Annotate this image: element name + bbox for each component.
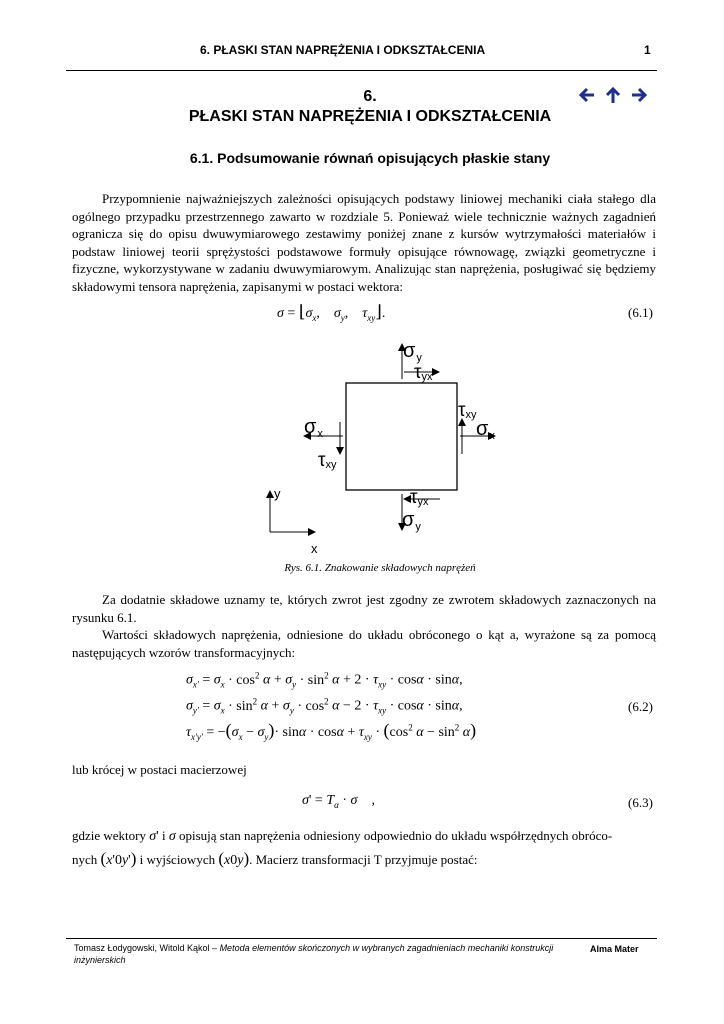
math-rotated-system: (x'0y') xyxy=(100,849,137,868)
paragraph-text: opisują stan naprężenia odniesiony odpowiednio do układu współrzędnych obróco- xyxy=(178,828,613,843)
sigma-x-right-label: $\sigma_x$ xyxy=(476,418,495,442)
paragraph-text: Za dodatnie składowe uznamy te, których zwrot jest zgodny ze zwrotem składowych zaznaczonych na rysunku 6.1. xyxy=(72,592,656,625)
paragraph-text: i xyxy=(161,828,166,843)
math-sigma-prime: σ' xyxy=(149,829,159,844)
matrix-form-paragraph xyxy=(72,761,656,779)
footer-authors: Tomasz Łodygowski, Witold Kąkol – xyxy=(74,943,220,953)
x-axis-label: x xyxy=(311,541,318,556)
equation-6-2-line-1: $\sigma_{x'} = \sigma_x \cdot \cos^2 \alpha + \sigma_y \cdot \sin^2 \alpha + 2 \cdot \tau_{xy} \cdot \cos\alpha \cdot \sin\alpha$, xyxy=(186,670,463,690)
paragraph-text: gdzie wektory xyxy=(72,828,147,843)
equation-6-3: $\sigma' = T_\alpha \cdot \sigma$ , xyxy=(302,793,375,810)
equation-6-2-line-3: $\tau_{x'y'} = -(\sigma_x - \sigma_y)\cdot \sin\alpha \cdot \cos\alpha + \tau_{xy} \cdot (\cos^2$ $\alpha - \sin^2 \alpha$) xyxy=(186,720,477,742)
stress-element-square xyxy=(346,383,457,490)
paragraph-text: Przypomnienie najważniejszych zależności opisujących podstawy liniowej mechaniki ciała stałego dla ogólnego przypadku przestrzennego zawarto w rozdziale 5. Ponieważ wiele technicznie ważnych zagadnień ogranicza się do opisu dwuwymiarowego zestawimy poniżej znane z kursów wytrzymałości materiałów i podstaw liniowej teorii sprężystości podstawowe formuły opisujące równowagę, związki geometryczne i fizyczne, wykorzystywane w zadaniu dwuwymiarowym. Analizując stan naprężenia, posługiwać się będziemy składowymi tensora naprężenia, zapisanymi w postaci wektora: xyxy=(72,191,656,294)
paragraph-text: . Macierz transformacji T przyjmuje postać: xyxy=(249,852,478,867)
math-sigma: σ xyxy=(168,829,176,844)
stress-figure xyxy=(250,336,510,565)
footer-citation xyxy=(74,942,574,966)
chapter-title: PŁASKI STAN NAPRĘŻENIA I ODKSZTAŁCENIA xyxy=(188,108,552,125)
tau-xy-right-label: τxy xyxy=(458,400,477,421)
footer-rule xyxy=(66,938,657,939)
running-head: 6. PŁASKI STAN NAPRĘŻENIA I ODKSZTAŁCENIA xyxy=(200,43,486,57)
equation-label: (6.3) xyxy=(628,795,653,810)
equation-6-1: $\sigma = ⌊\sigma_x$, $\sigma_y$, $\tau_{xy}⌋$. xyxy=(277,302,386,323)
vectors-paragraph xyxy=(72,826,662,871)
arrow-left-icon[interactable] xyxy=(578,86,596,106)
math-original-system: (x0y) xyxy=(218,849,250,868)
paragraph-text: nych xyxy=(72,852,98,867)
equation-label: (6.2) xyxy=(628,699,653,714)
tau-yx-top-label: τyx xyxy=(414,362,433,383)
arrow-right-icon[interactable] xyxy=(630,86,648,106)
sigma-y-bottom-label: $\sigma_y$ xyxy=(402,509,421,533)
sign-convention-paragraph xyxy=(72,591,656,661)
tau-xy-left-label: τxy xyxy=(318,450,337,471)
equation-6-2-line-2: $\sigma_{y'} = \sigma_x \cdot \sin^2 \alpha + \sigma_y \cdot \cos^2 \alpha - 2 \cdot \tau_{xy} \cdot \cos\alpha \cdot \sin\alpha$, xyxy=(186,696,463,716)
y-axis-label: y xyxy=(274,486,281,501)
page-number: 1 xyxy=(644,43,651,57)
header-rule xyxy=(66,70,657,71)
paragraph-text: Wartości składowych naprężenia, odniesione do układu obróconego o kąt a, wyrażone są za pomocą następujących wzorów transformacyjnych: xyxy=(72,627,656,660)
arrow-up-icon[interactable] xyxy=(604,86,622,106)
equation-label: (6.1) xyxy=(628,305,653,320)
footer-publisher: Alma Mater xyxy=(590,944,639,954)
figure-caption: Rys. 6.1. Znakowanie składowych naprężeń xyxy=(284,562,476,574)
paragraph-text: i wyjściowych xyxy=(139,852,216,867)
paragraph-text: lub krócej w postaci macierzowej xyxy=(72,762,247,777)
intro-paragraph xyxy=(72,190,656,295)
chapter-number: 6. xyxy=(363,88,377,105)
footer-book-title: Metoda elementów skończonych w wybranych zagadnieniach mechaniki konstrukcji inżynierskich xyxy=(74,943,554,965)
tau-yx-bottom-label: τyx xyxy=(410,487,429,508)
sigma-y-top-label: $\sigma_y$ xyxy=(403,340,422,364)
sigma-x-left-label: $\sigma_x$ xyxy=(304,416,323,440)
section-title: 6.1. Podsumowanie równań opisujących płaskie stany xyxy=(189,150,551,166)
